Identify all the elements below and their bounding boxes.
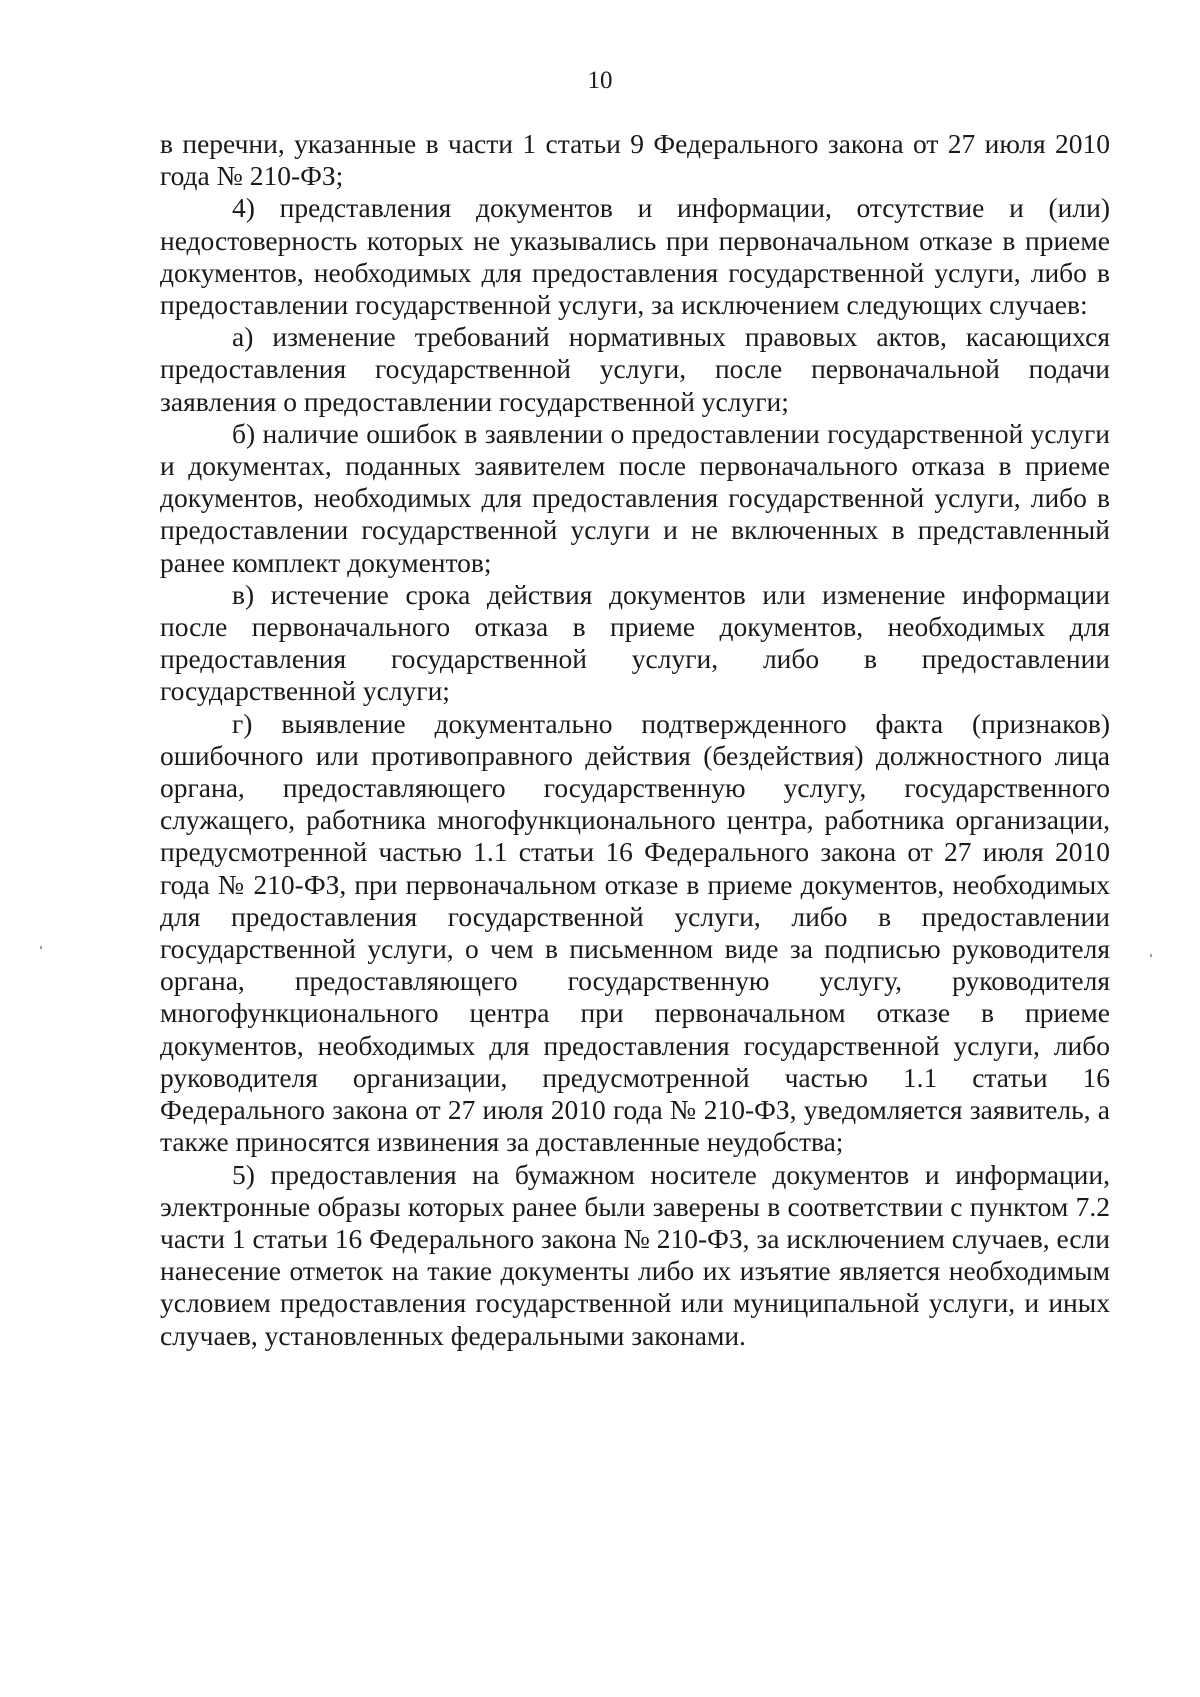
document-body <box>160 128 1110 1352</box>
paragraph-subitem-b: б) наличие ошибок в заявлении о предоставлении государственной услуги и документах, поданных заявителем после первоначального отказа в приеме документов, необходимых для предоставления государственной услуги, либо в предоставлении государственной услуги и не включенных в представленный ранее комплект документов; <box>160 417 1110 578</box>
scan-speck <box>40 946 42 949</box>
paragraph-subitem-v: в) истечение срока действия документов или изменение информации после первоначального отказа в приеме документов, необходимых для предоставления государственной услуги, либо в предоставлении государственной услуги; <box>160 578 1110 707</box>
scan-speck <box>1150 954 1152 957</box>
paragraph-subitem-g: г) выявление документально подтвержденного факта (признаков) ошибочного или противоправного действия (бездействия) должностного лица органа, предоставляющего государственную услугу, государственного служащего, работника многофункционального центра, работника организации, предусмотренной частью 1.1 статьи 16 Федерального закона от 27 июля 2010 года № 210-ФЗ, при первоначальном отказе в приеме документов, необходимых для предоставления государственной услуги, либо в предоставлении государственной услуги, о чем в письменном виде за подписью руководителя органа, предоставляющего государственную услугу, руководителя многофункционального центра при первоначальном отказе в приеме документов, необходимых для предоставления государственной услуги, либо руководителя организации, предусмотренной частью 1.1 статьи 16 Федерального закона от 27 июля 2010 года № 210-ФЗ, уведомляется заявитель, а также приносятся извинения за доставленные неудобства; <box>160 707 1110 1158</box>
paragraph-item-5: 5) предоставления на бумажном носителе документов и информации, электронные образы которых ранее были заверены в соответствии с пунктом 7.2 части 1 статьи 16 Федерального закона № 210-ФЗ, за исключением случаев, если нанесение отметок на такие документы либо их изъятие является необходимым условием предоставления государственной или муниципальной услуги, и иных случаев, установленных федеральными законами. <box>160 1158 1110 1351</box>
paragraph-item-4: 4) представления документов и информации, отсутствие и (или) недостоверность которых не указывались при первоначальном отказе в приеме документов, необходимых для предоставления государственной услуги, либо в предоставлении государственной услуги, за исключением следующих случаев: <box>160 192 1110 321</box>
paragraph-subitem-a: а) изменение требований нормативных правовых актов, касающихся предоставления государственной услуги, после первоначальной подачи заявления о предоставлении государственной услуги; <box>160 321 1110 417</box>
paragraph-continuation: в перечни, указанные в части 1 статьи 9 Федерального закона от 27 июля 2010 года № 210-ФЗ; <box>160 128 1110 192</box>
page-number: 10 <box>587 67 613 94</box>
